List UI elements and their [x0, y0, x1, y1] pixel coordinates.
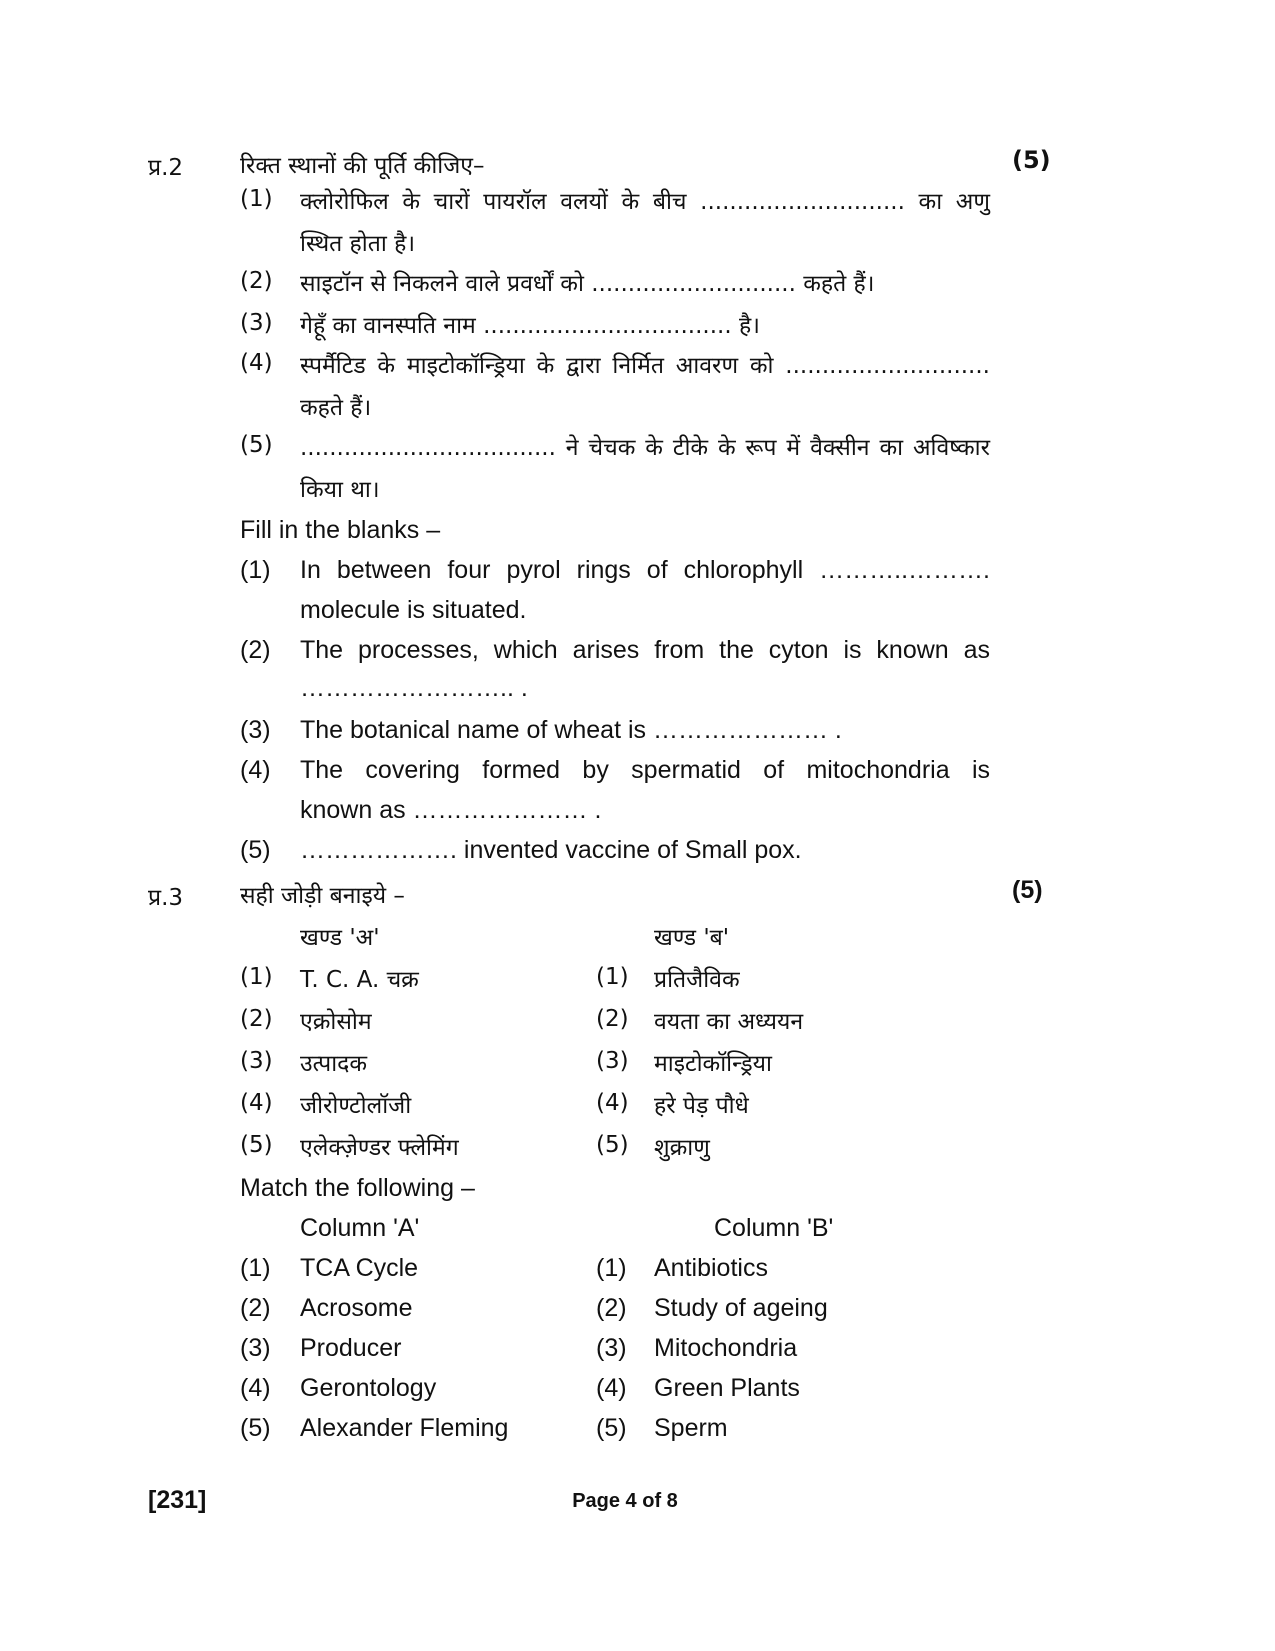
match-b-hindi-5: शुक्राणु — [654, 1135, 710, 1161]
item-number: (4) — [240, 1374, 271, 1402]
match-b-hindi-1: प्रतिजैविक — [654, 967, 740, 993]
item-number: (5) — [596, 1132, 629, 1158]
column-a-header-english: Column 'A' — [300, 1214, 420, 1242]
item-number: (2) — [240, 1006, 273, 1032]
match-b-hindi-2: वयता का अध्ययन — [654, 1009, 804, 1035]
item-number: (5) — [596, 1414, 627, 1442]
item-number: (1) — [596, 964, 629, 990]
item-number: (2) — [240, 636, 271, 664]
question-3-heading-hindi: सही जोड़ी बनाइये – — [240, 883, 405, 909]
blank-item-hindi-2: साइटॉन से निकलने वाले प्रवर्धों को ............................ कहते हैं। — [300, 271, 875, 297]
blank-item-hindi-1: क्लोरोफिल के चारों पायरॉल वलयों के बीच ............................ का अणु — [300, 189, 990, 215]
item-number: (3) — [596, 1334, 627, 1362]
match-a-hindi-4: जीरोण्टोलॉजी — [300, 1093, 412, 1119]
item-number: (3) — [240, 1048, 273, 1074]
match-a-english-4: Gerontology — [300, 1374, 437, 1402]
blank-item-english-2-cont: …………………….. . — [300, 674, 528, 702]
item-number: (3) — [240, 716, 271, 744]
match-a-hindi-5: एलेक्ज़ेण्डर फ्लेमिंग — [300, 1135, 459, 1161]
match-a-hindi-3: उत्पादक — [300, 1051, 368, 1077]
item-number: (2) — [240, 268, 273, 294]
item-number: (5) — [240, 432, 273, 458]
item-number: (1) — [240, 964, 273, 990]
column-b-header-hindi: खण्ड 'ब' — [654, 925, 730, 951]
blank-item-english-5: ………………. invented vaccine of Small pox. — [300, 836, 802, 864]
match-a-english-5: Alexander Fleming — [300, 1414, 509, 1442]
match-a-hindi-1: T. C. A. चक्र — [300, 967, 419, 993]
match-a-english-1: TCA Cycle — [300, 1254, 419, 1282]
item-number: (1) — [240, 1254, 271, 1282]
item-number: (1) — [596, 1254, 627, 1282]
item-number: (1) — [240, 186, 273, 212]
blank-item-english-3: The botanical name of wheat is ………………… . — [300, 716, 842, 744]
item-number: (4) — [240, 756, 271, 784]
match-b-english-4: Green Plants — [654, 1374, 800, 1402]
match-a-english-2: Acrosome — [300, 1294, 413, 1322]
column-a-header-hindi: खण्ड 'अ' — [300, 925, 380, 951]
item-number: (3) — [240, 1334, 271, 1362]
item-number: (1) — [240, 556, 271, 584]
page-number: Page 4 of 8 — [572, 1490, 678, 1512]
match-a-hindi-2: एक्रोसोम — [300, 1009, 372, 1035]
blank-item-hindi-5-cont: किया था। — [300, 477, 380, 503]
blank-item-english-1: In between four pyrol rings of chlorophyll ………..………. — [300, 556, 990, 584]
question-2-marks: (5) — [1012, 146, 1051, 174]
item-number: (3) — [596, 1048, 629, 1074]
item-number: (5) — [240, 1132, 273, 1158]
blank-item-hindi-5: ................................... ने चेचक के टीके के रूप में वैक्सीन का अविष्कार — [300, 435, 990, 461]
column-b-header-english: Column 'B' — [714, 1214, 834, 1242]
item-number: (2) — [596, 1294, 627, 1322]
question-3-marks: (5) — [1012, 876, 1043, 904]
question-3-label: प्र.3 — [148, 885, 184, 911]
item-number: (3) — [240, 310, 273, 336]
question-3-heading-english: Match the following – — [240, 1174, 475, 1202]
item-number: (2) — [596, 1006, 629, 1032]
question-2-label: प्र.2 — [148, 155, 184, 181]
blank-item-english-4-cont: known as ………………… . — [300, 796, 602, 824]
item-number: (4) — [240, 350, 273, 376]
match-b-english-5: Sperm — [654, 1414, 728, 1442]
match-b-english-1: Antibiotics — [654, 1254, 768, 1282]
paper-code: [231] — [148, 1486, 207, 1514]
blank-item-english-1-cont: molecule is situated. — [300, 596, 527, 624]
question-2-heading-english: Fill in the blanks – — [240, 516, 441, 544]
item-number: (5) — [240, 1414, 271, 1442]
blank-item-hindi-4-cont: कहते हैं। — [300, 395, 372, 421]
blank-item-hindi-4: स्पर्मैटिड के माइटोकॉन्ड्रिया के द्वारा निर्मित आवरण को ............................ — [300, 353, 990, 379]
item-number: (5) — [240, 836, 271, 864]
blank-item-hindi-1-cont: स्थित होता है। — [300, 231, 416, 257]
match-b-hindi-3: माइटोकॉन्ड्रिया — [654, 1051, 772, 1077]
item-number: (4) — [596, 1374, 627, 1402]
item-number: (2) — [240, 1294, 271, 1322]
match-b-hindi-4: हरे पेड़ पौधे — [654, 1093, 749, 1119]
question-2-heading-hindi: रिक्त स्थानों की पूर्ति कीजिए– — [240, 153, 485, 179]
blank-item-hindi-3: गेहूँ का वानस्पति नाम .................................. है। — [300, 313, 760, 339]
item-number: (4) — [240, 1090, 273, 1116]
match-b-english-3: Mitochondria — [654, 1334, 798, 1362]
match-b-english-2: Study of ageing — [654, 1294, 828, 1322]
item-number: (4) — [596, 1090, 629, 1116]
match-a-english-3: Producer — [300, 1334, 402, 1362]
blank-item-english-2: The processes, which arises from the cyton is known as — [300, 636, 990, 664]
blank-item-english-4: The covering formed by spermatid of mitochondria is — [300, 756, 990, 784]
